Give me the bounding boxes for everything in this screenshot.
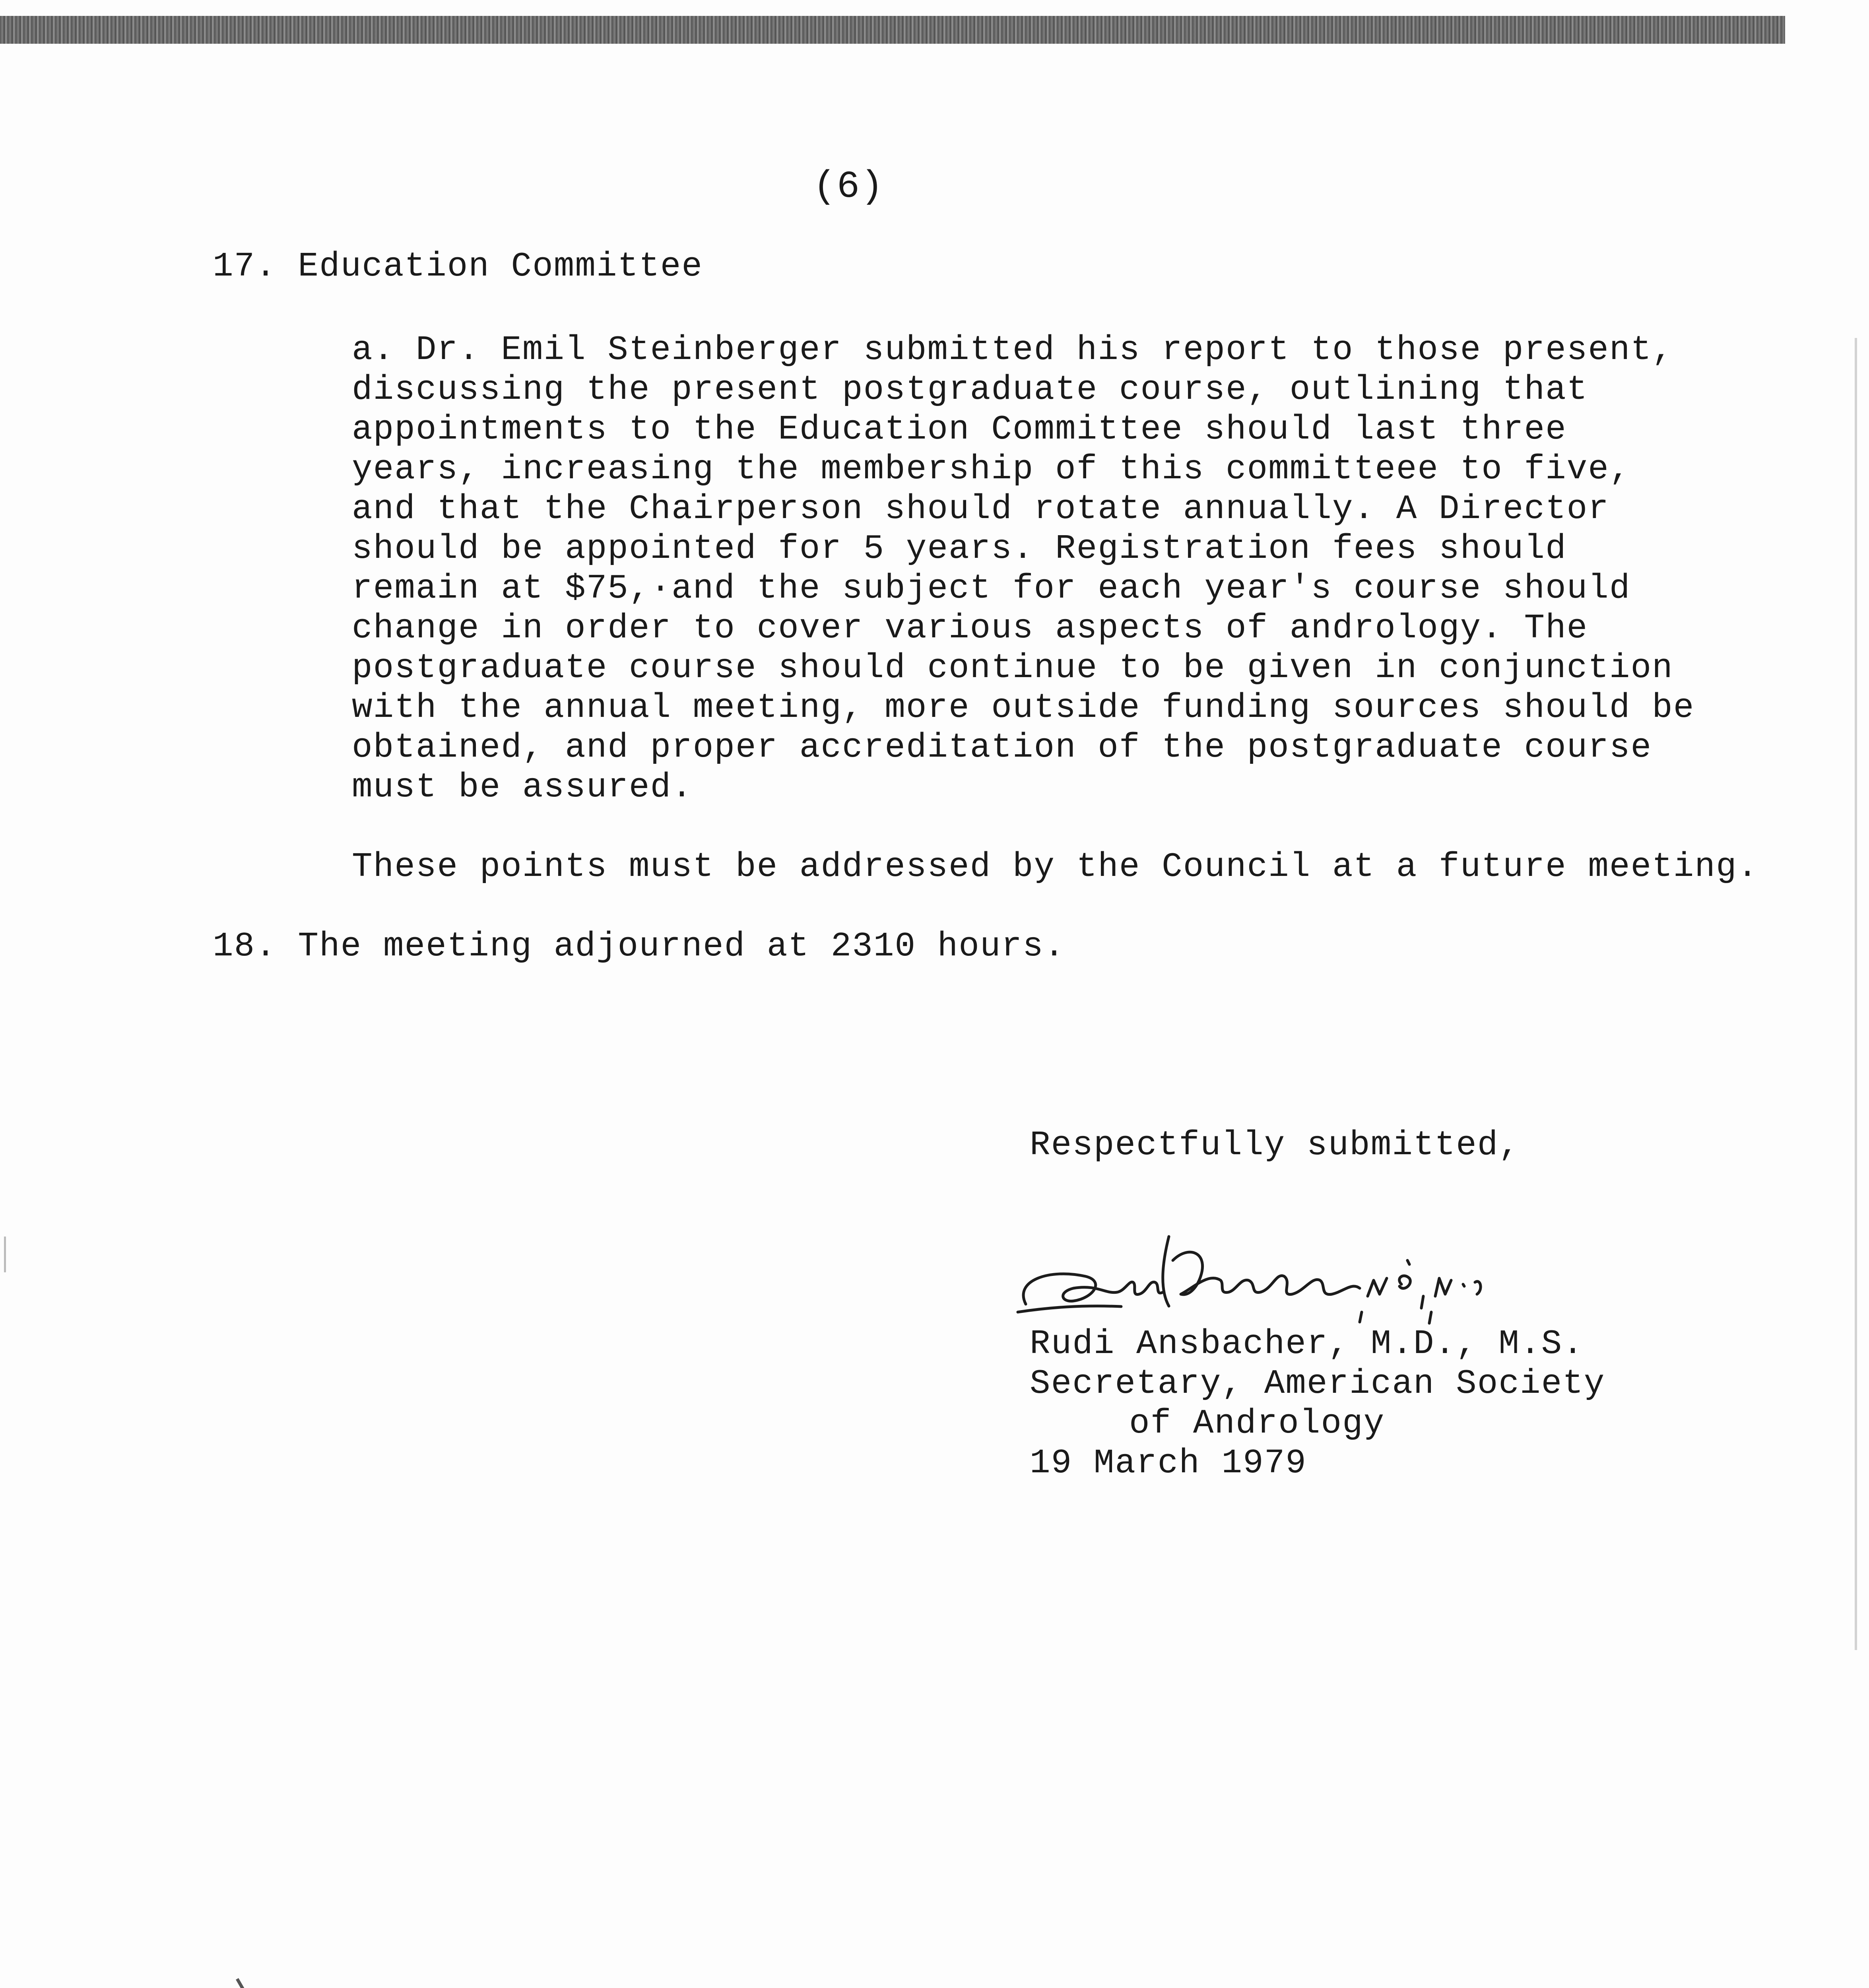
paragraph-a-line: must be assured.: [352, 768, 693, 807]
item-17-paragraph-a: [352, 330, 1694, 807]
paragraph-a-line: years, increasing the membership of this committeee to five,: [352, 450, 1631, 489]
paragraph-a-line: and that the Chairperson should rotate annually. A Director: [352, 489, 1609, 528]
item-17-heading: 17. Education Committee: [213, 247, 703, 286]
scan-right-edge: [1855, 338, 1857, 1650]
signer-title-continued: of Andrology: [1129, 1404, 1385, 1443]
paragraph-a-line: remain at $75,·and the subject for each year's course should: [352, 569, 1631, 608]
signature-date: 19 March 1979: [1030, 1444, 1307, 1483]
paragraph-a-line: with the annual meeting, more outside funding sources should be: [352, 688, 1695, 727]
page-number: (6): [813, 165, 884, 208]
signature-block: [1030, 1324, 1605, 1483]
paragraph-a-line: appointments to the Education Committee should last three: [352, 410, 1567, 449]
paragraph-a-line: a. Dr. Emil Steinberger submitted his report to those present,: [352, 330, 1673, 369]
signer-name: Rudi Ansbacher, M.D., M.S.: [1030, 1324, 1584, 1363]
signer-title: Secretary, American Society: [1030, 1364, 1605, 1403]
item-17-paragraph-b: These points must be addressed by the Council at a future meeting.: [352, 847, 1759, 886]
scan-top-edge: [0, 16, 1785, 44]
paragraph-a-line: obtained, and proper accreditation of the postgraduate course: [352, 728, 1652, 767]
scan-speck: [236, 1978, 245, 1988]
closing-line: Respectfully submitted,: [1030, 1126, 1520, 1165]
scan-speck: [4, 1237, 6, 1272]
paragraph-a-line: discussing the present postgraduate course, outlining that: [352, 370, 1588, 409]
paragraph-a-line: change in order to cover various aspects of andrology. The: [352, 609, 1588, 648]
item-18-text: 18. The meeting adjourned at 2310 hours.: [213, 927, 1066, 966]
handwritten-signature: [1002, 1213, 1638, 1340]
paragraph-a-line: should be appointed for 5 years. Registration fees should: [352, 529, 1567, 568]
paragraph-a-line: postgraduate course should continue to be given in conjunction: [352, 648, 1673, 687]
